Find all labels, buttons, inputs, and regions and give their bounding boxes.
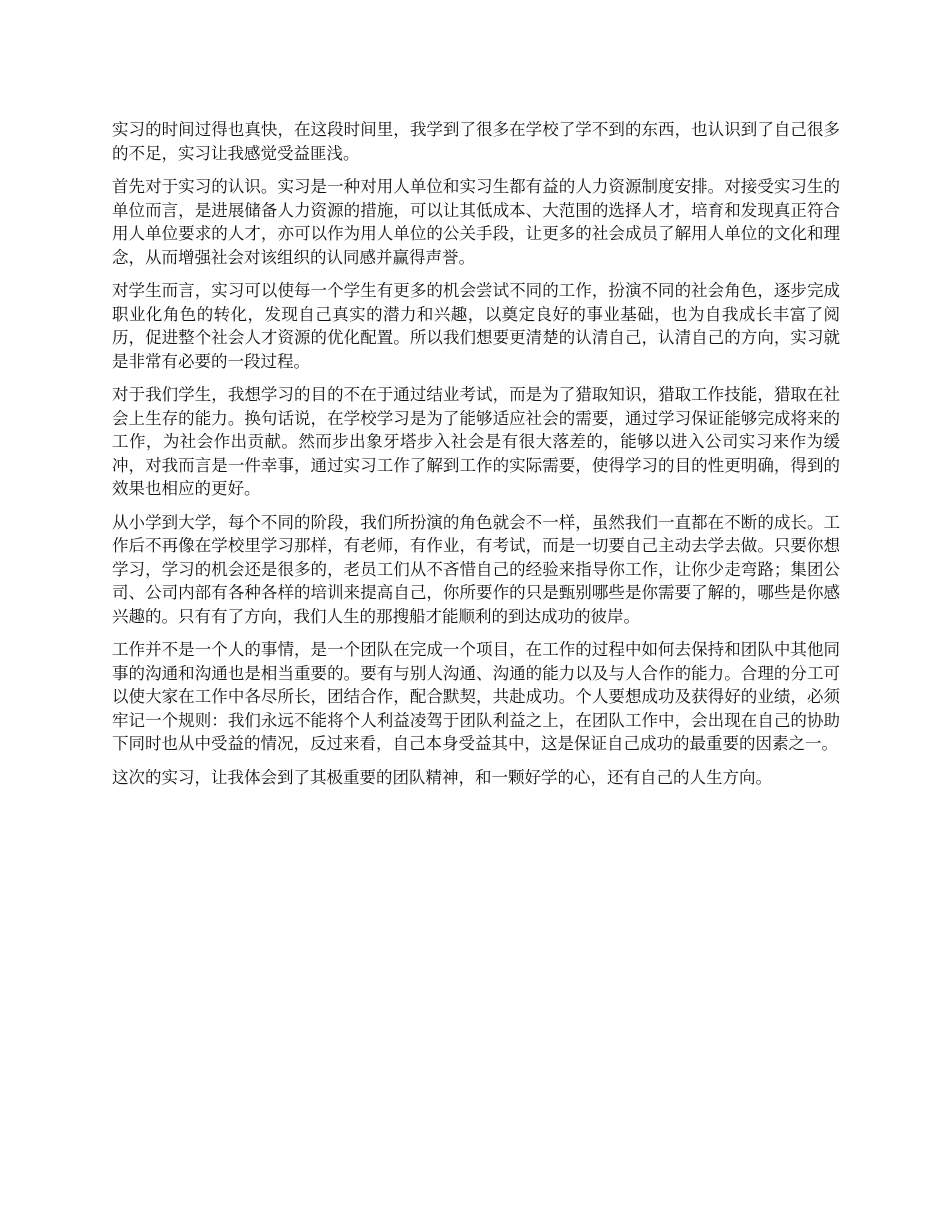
paragraph-2: 首先对于实习的认识。实习是一种对用人单位和实习生都有益的人力资源制度安排。对接受实习生的单位而言，是进展储备人力资源的措施，可以让其低成本、大范围的选择人才，培育和发现真正符合用人单位要求的人才，亦可以作为用人单位的公关手段，让更多的社会成员了解用人单位的文化和理念，从而增强社会对该组织的认同感并赢得声誉。 xyxy=(112,177,840,267)
document-body xyxy=(112,118,840,799)
paragraph-7: 这次的实习，让我体会到了其极重要的团队精神，和一颗好学的心，还有自己的人生方向。 xyxy=(112,767,772,787)
paragraph-3: 对学生而言，实习可以使每一个学生有更多的机会尝试不同的工作，扮演不同的社会角色，逐步完成职业化角色的转化，发现自己真实的潜力和兴趣，以奠定良好的事业基础，也为自我成长丰富了阅历，促进整个社会人才资源的优化配置。所以我们想要更清楚的认清自己，认清自己的方向，实习就是非常有必要的一段过程。 xyxy=(112,281,840,371)
paragraph-1: 实习的时间过得也真快，在这段时间里，我学到了很多在学校了学不到的东西，也认识到了自己很多的不足，实习让我感觉受益匪浅。 xyxy=(112,120,840,163)
paragraph-6: 工作并不是一个人的事情，是一个团队在完成一个项目，在工作的过程中如何去保持和团队中其他同事的沟通和沟通也是相当重要的。要有与别人沟通、沟通的能力以及与人合作的能力。合理的分工可以使大家在工作中各尽所长，团结合作，配合默契，共赴成功。个人要想成功及获得好的业绩，必须牢记一个规则：我们永远不能将个人利益凌驾于团队利益之上，在团队工作中，会出现在自己的协助下同时也从中受益的情况，反过来看，自己本身受益其中，这是保证自己成功的最重要的因素之一。 xyxy=(112,640,840,753)
paragraph-4: 对于我们学生，我想学习的目的不在于通过结业考试，而是为了猎取知识，猎取工作技能，猎取在社会上生存的能力。换句话说，在学校学习是为了能够适应社会的需要，通过学习保证能够完成将来的工作，为社会作出贡献。然而步出象牙塔步入社会是有很大落差的，能够以进入公司实习来作为缓冲，对我而言是一件幸事，通过实习工作了解到工作的实际需要，使得学习的目的性更明确，得到的效果也相应的更好。 xyxy=(112,385,840,498)
paragraph-5: 从小学到大学，每个不同的阶段，我们所扮演的角色就会不一样，虽然我们一直都在不断的成长。工作后不再像在学校里学习那样，有老师，有作业，有考试，而是一切要自己主动去学去做。只要你想学习，学习的机会还是很多的，老员工们从不吝惜自己的经验来指导你工作，让你少走弯路；集团公司、公司内部有各种各样的培训来提高自己，你所要作的只是甄别哪些是你需要了解的，哪些是你感兴趣的。只有有了方向，我们人生的那搜船才能顺利的到达成功的彼岸。 xyxy=(112,512,840,626)
